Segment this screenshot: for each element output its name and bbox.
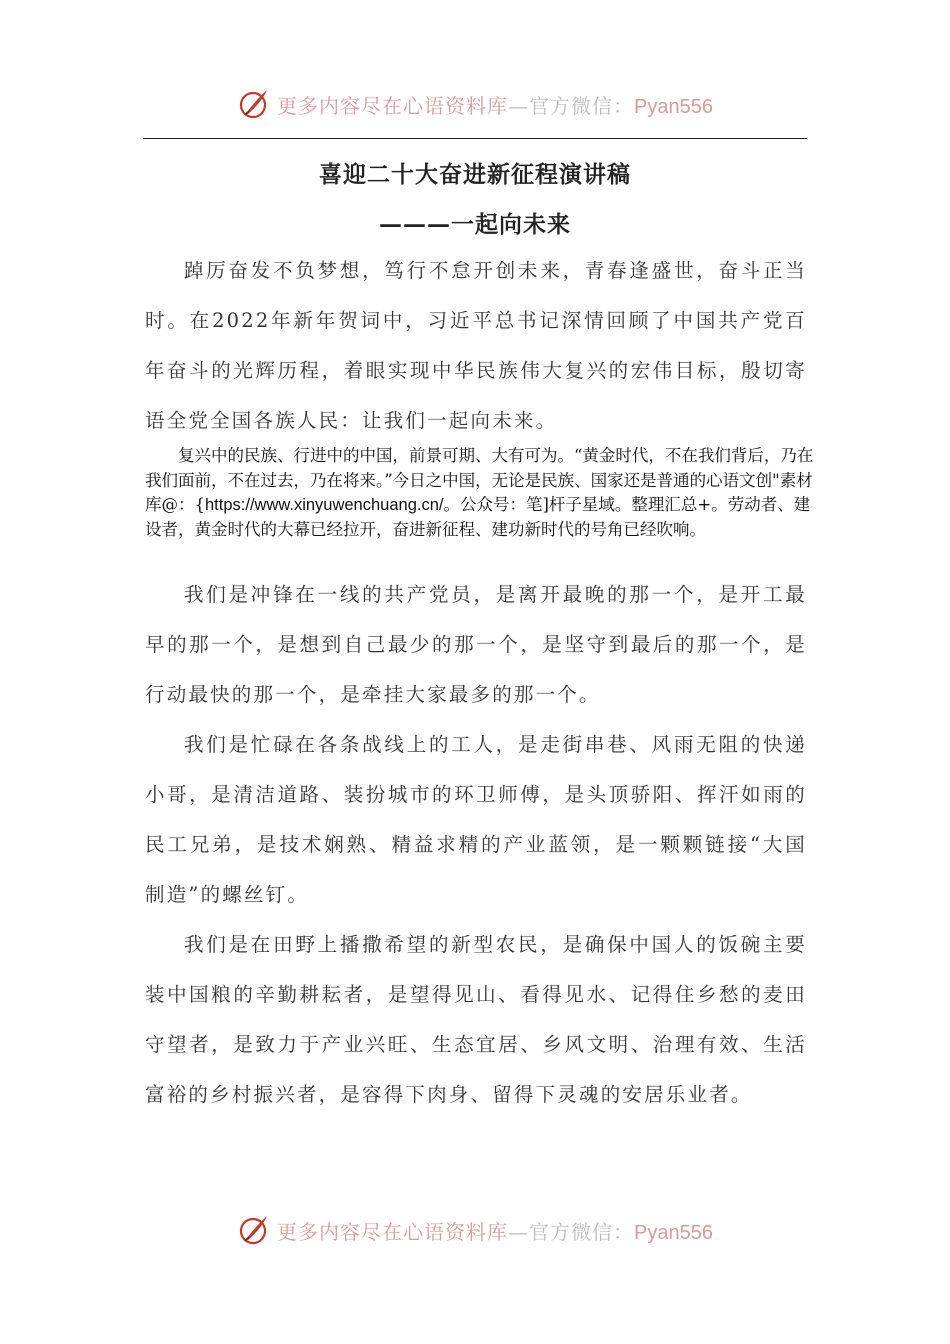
paragraph-2-text-b: 。公众号：笔]杆子星域。整理汇总+。劳动者、建设者，黄金时代的大幕已经拉开，奋进新征程、建功新时代的号角已经吹响。 — [145, 495, 811, 539]
header-promo — [277, 90, 713, 119]
paragraph-4: 我们是忙碌在各条战线上的工人，是走街串巷、风雨无阻的快递小哥，是清洁道路、装扮城市的环卫师傅，是头顶骄阳、挥汗如雨的民工兄弟，是技术娴熟、精益求精的产业蓝领，是一颗颗链接“大国制造”的螺丝钉。 — [145, 733, 807, 906]
footer-wechat-id: Pyan556 — [634, 1221, 713, 1244]
quill-pen-logo-icon — [237, 87, 271, 121]
header-wechat-id: Pyan556 — [634, 95, 713, 118]
header-divider — [143, 138, 807, 139]
paragraph-3: 我们是冲锋在一线的共产党员，是离开最晚的那一个，是开工最早的那一个，是想到自己最少的那一个，是坚守到最后的那一个，是行动最快的那一个，是牵挂大家最多的那一个。 — [145, 583, 807, 706]
header-banner — [0, 84, 950, 124]
document-subtitle: ———一起向未来 — [379, 211, 571, 238]
paragraph-2-url: https://www.xinyuwenchuang.cn/ — [205, 496, 444, 515]
paragraph-5: 我们是在田野上播撒希望的新型农民，是确保中国人的饭碗主要装中国粮的辛勤耕耘者，是望得见山、看得见水、记得住乡愁的麦田守望者，是致力于产业兴旺、生态宜居、乡风文明、治理有效、生活富裕的乡村振兴者，是容得下肉身、留得下灵魂的安居乐业者。 — [145, 933, 807, 1106]
header-wechat-label: 官方微信： — [529, 93, 635, 118]
footer-separator: — — [508, 1219, 530, 1244]
paragraph-2 — [145, 444, 817, 542]
footer-wechat-label: 官方微信： — [529, 1219, 635, 1244]
header-promo-text: 更多内容尽在心语资料库 — [277, 93, 509, 118]
footer-promo-text: 更多内容尽在心语资料库 — [277, 1219, 509, 1244]
paragraph-1: 踔厉奋发不负梦想，笃行不怠开创未来，青春逢盛世，奋斗正当时。在2022年新年贺词中，习近平总书记深情回顾了中国共产党百年奋斗的光辉历程，着眼实现中华民族伟大复兴的宏伟目标，殷切寄语全党全国各族人民：让我们一起向未来。 — [145, 259, 807, 432]
header-separator: — — [508, 93, 530, 118]
document-title: 喜迎二十大奋进新征程演讲稿 — [319, 161, 631, 188]
footer-promo — [277, 1216, 713, 1245]
footer-banner — [0, 1210, 950, 1250]
paragraph-2-text-a: 复兴中的民族、行进中的中国，前景可期、大有可为。“黄金时代，不在我们背后，乃在我们面前，不在过去，乃在将来。”今日之中国，无论是民族、国家还是普通的心语文创"素材库@：{ — [145, 446, 814, 515]
quill-pen-logo-icon — [237, 1213, 271, 1247]
